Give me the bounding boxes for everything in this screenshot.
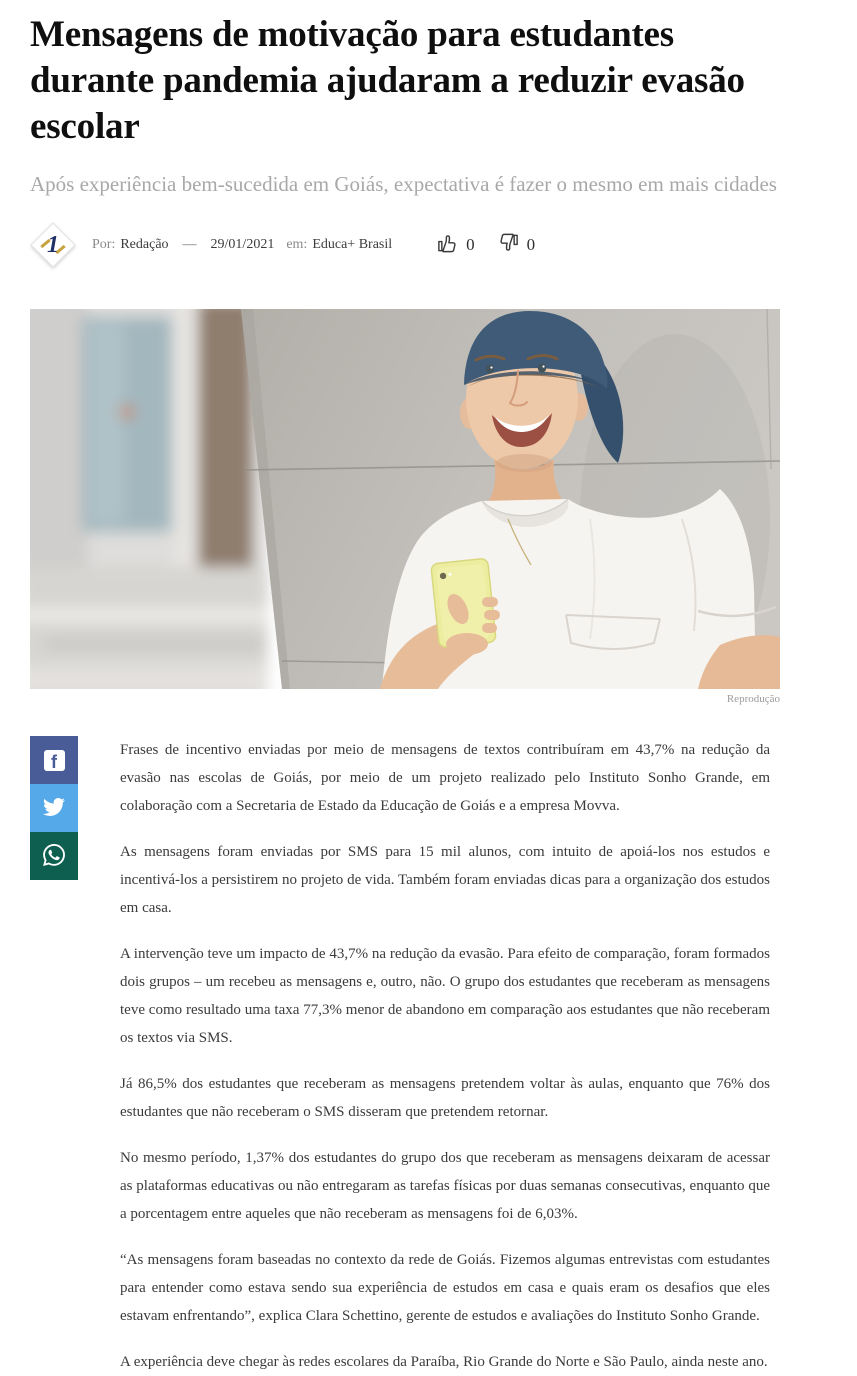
article-paragraph: As mensagens foram enviadas por SMS para 15 mil alunos, com intuito de apoiá-los nos estudos e incentivá-los a persistirem no projeto de vida. Também foram enviadas dicas para a organização dos estudos em casa. <box>120 844 770 916</box>
logo-numeral: 1 <box>47 231 59 258</box>
dislike-button[interactable] <box>497 232 536 258</box>
like-count: 0 <box>466 235 475 254</box>
publish-date: 29/01/2021 <box>210 237 275 252</box>
category-link[interactable]: Educa+ Brasil <box>312 237 393 252</box>
twitter-bird-icon <box>43 796 65 821</box>
article-body <box>120 736 770 1376</box>
dislike-count: 0 <box>526 235 536 254</box>
reactions <box>436 232 557 258</box>
share-column <box>30 736 78 880</box>
share-facebook-button[interactable] <box>30 736 78 784</box>
like-button[interactable] <box>436 232 475 258</box>
byline-text <box>92 237 392 253</box>
thumbs-up-icon <box>436 232 459 258</box>
share-twitter-button[interactable] <box>30 784 78 832</box>
share-whatsapp-button[interactable] <box>30 832 78 880</box>
article-paragraph: Frases de incentivo enviadas por meio de mensagens de textos contribuíram em 43,7% na redução da evasão nas escolas de Goiás, por meio de um projeto realizado pelo Instituto Sonho Grande, em colaboração com a Secretaria de Estado da Educação de Goiás e a empresa Movva. <box>120 742 770 814</box>
article-paragraph: Já 86,5% dos estudantes que receberam as mensagens pretendem voltar às aulas, enquanto que 76% dos estudantes que não receberam o SMS disseram que pretendem retornar. <box>120 1076 770 1120</box>
article-paragraph: A experiência deve chegar às redes escolares da Paraíba, Rio Grande do Norte e São Paulo, ainda neste ano. <box>120 1354 768 1370</box>
byline-separator: — <box>182 237 197 252</box>
image-caption: Reprodução <box>726 693 780 705</box>
author-prefix: Por: <box>92 237 116 252</box>
facebook-f-icon: f <box>44 750 65 771</box>
article-photo <box>30 309 780 689</box>
byline <box>30 222 780 268</box>
article-paragraph: A intervenção teve um impacto de 43,7% na redução da evasão. Para efeito de comparação, foram formados dois grupos – um recebeu as mensagens e, outro, não. O grupo dos estudantes que receberam as mensagens teve como resultado uma taxa 77,3% menor de abandono em comparação aos estudantes que não receberam os textos via SMS. <box>120 946 770 1046</box>
page-title: Mensagens de motivação para estudantes durante pandemia ajudaram a reduzir evasão escolar <box>30 14 745 147</box>
article-subtitle: Após experiência bem-sucedida em Goiás, expectativa é fazer o mesmo em mais cidades <box>30 172 777 196</box>
whatsapp-icon <box>43 844 65 869</box>
site-logo[interactable] <box>30 222 76 268</box>
article-paragraph: “As mensagens foram baseadas no contexto da rede de Goiás. Fizemos algumas entrevistas com estudantes para entender como estava sendo sua experiência de estudos em casa e quais eram os desafios que eles estavam enfrentando”, explica Clara Schettino, gerente de estudos e avaliações do Instituto Sonho Grande. <box>120 1252 770 1324</box>
article-paragraph: No mesmo período, 1,37% dos estudantes do grupo dos que receberam as mensagens deixaram de acessar as plataformas educativas ou não entregaram as tarefas físicas por duas semanas consecutivas, enquanto que a porcentagem entre aqueles que não receberam as mensagens foi de 6,03%. <box>120 1150 770 1222</box>
author-link[interactable]: Redação <box>120 237 169 252</box>
category-prefix: em: <box>286 237 308 252</box>
thumbs-down-icon <box>497 232 520 258</box>
